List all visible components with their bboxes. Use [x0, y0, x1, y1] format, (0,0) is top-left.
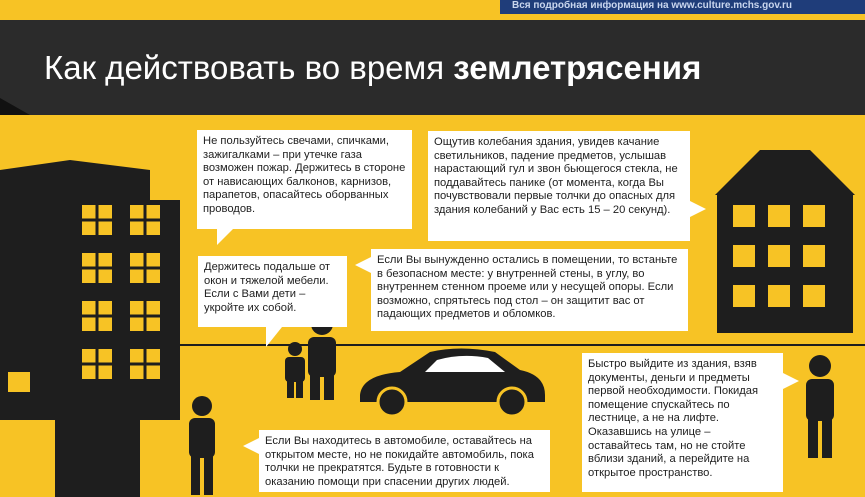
car-icon — [360, 349, 545, 417]
top-info-text: Вся подробная информация на www.culture.mchs.gov.ru — [512, 0, 792, 11]
title-regular: Как действовать во время — [44, 49, 454, 86]
tip-fire-hazard: Не пользуйтесь свечами, спичками, зажигалками – при утечке газа возможен пожар. Держитесь в стороне от нависающих балконов, карнизов, парапетов, опасайтесь оборванных проводов. — [197, 130, 412, 229]
person-icon — [189, 396, 215, 495]
building-right-icon — [715, 150, 855, 333]
tip-windows: Держитесь подальше от окон и тяжелой мебели. Если с Вами дети – укройте их собой. — [198, 256, 347, 327]
title-bold: землетрясения — [453, 49, 702, 86]
child-icon — [285, 342, 305, 398]
tip-inside-room: Если Вы вынужденно остались в помещении, то встаньте в безопасном месте: у внутренней стены, в углу, во внутреннем стенном проеме или у несущей опоры. Если возможно, спрятьтесь под стол – он защитит вас от падающих предметов и обломков. — [371, 249, 688, 331]
tip-first-tremors: Ощутив колебания здания, увидев качание светильников, падение предметов, услышав нарастающий гул и звон бьющегося стекла, не поддавайтесь панике (от момента, когда Вы почувствовали первые толчки до опасных для здания колебаний у Вас есть 15 – 20 секунд). — [428, 131, 690, 241]
building-left-icon — [0, 160, 180, 497]
tip-in-car: Если Вы находитесь в автомобиле, оставайтесь на открытом месте, но не покидайте автомобиль, пока толчки не прекратятся. Будьте в готовности к оказанию помощи при спасении других людей. — [259, 430, 550, 492]
tip-leave-building: Быстро выйдите из здания, взяв документы, деньги и предметы первой необходимости. Покидая помещение спускайтесь по лестнице, а не на лифте. Оказавшись на улице – оставайтесь там, но не стойте вблизи зданий, а перейдите на открытое пространство. — [582, 353, 783, 492]
person-right-icon — [806, 355, 834, 458]
